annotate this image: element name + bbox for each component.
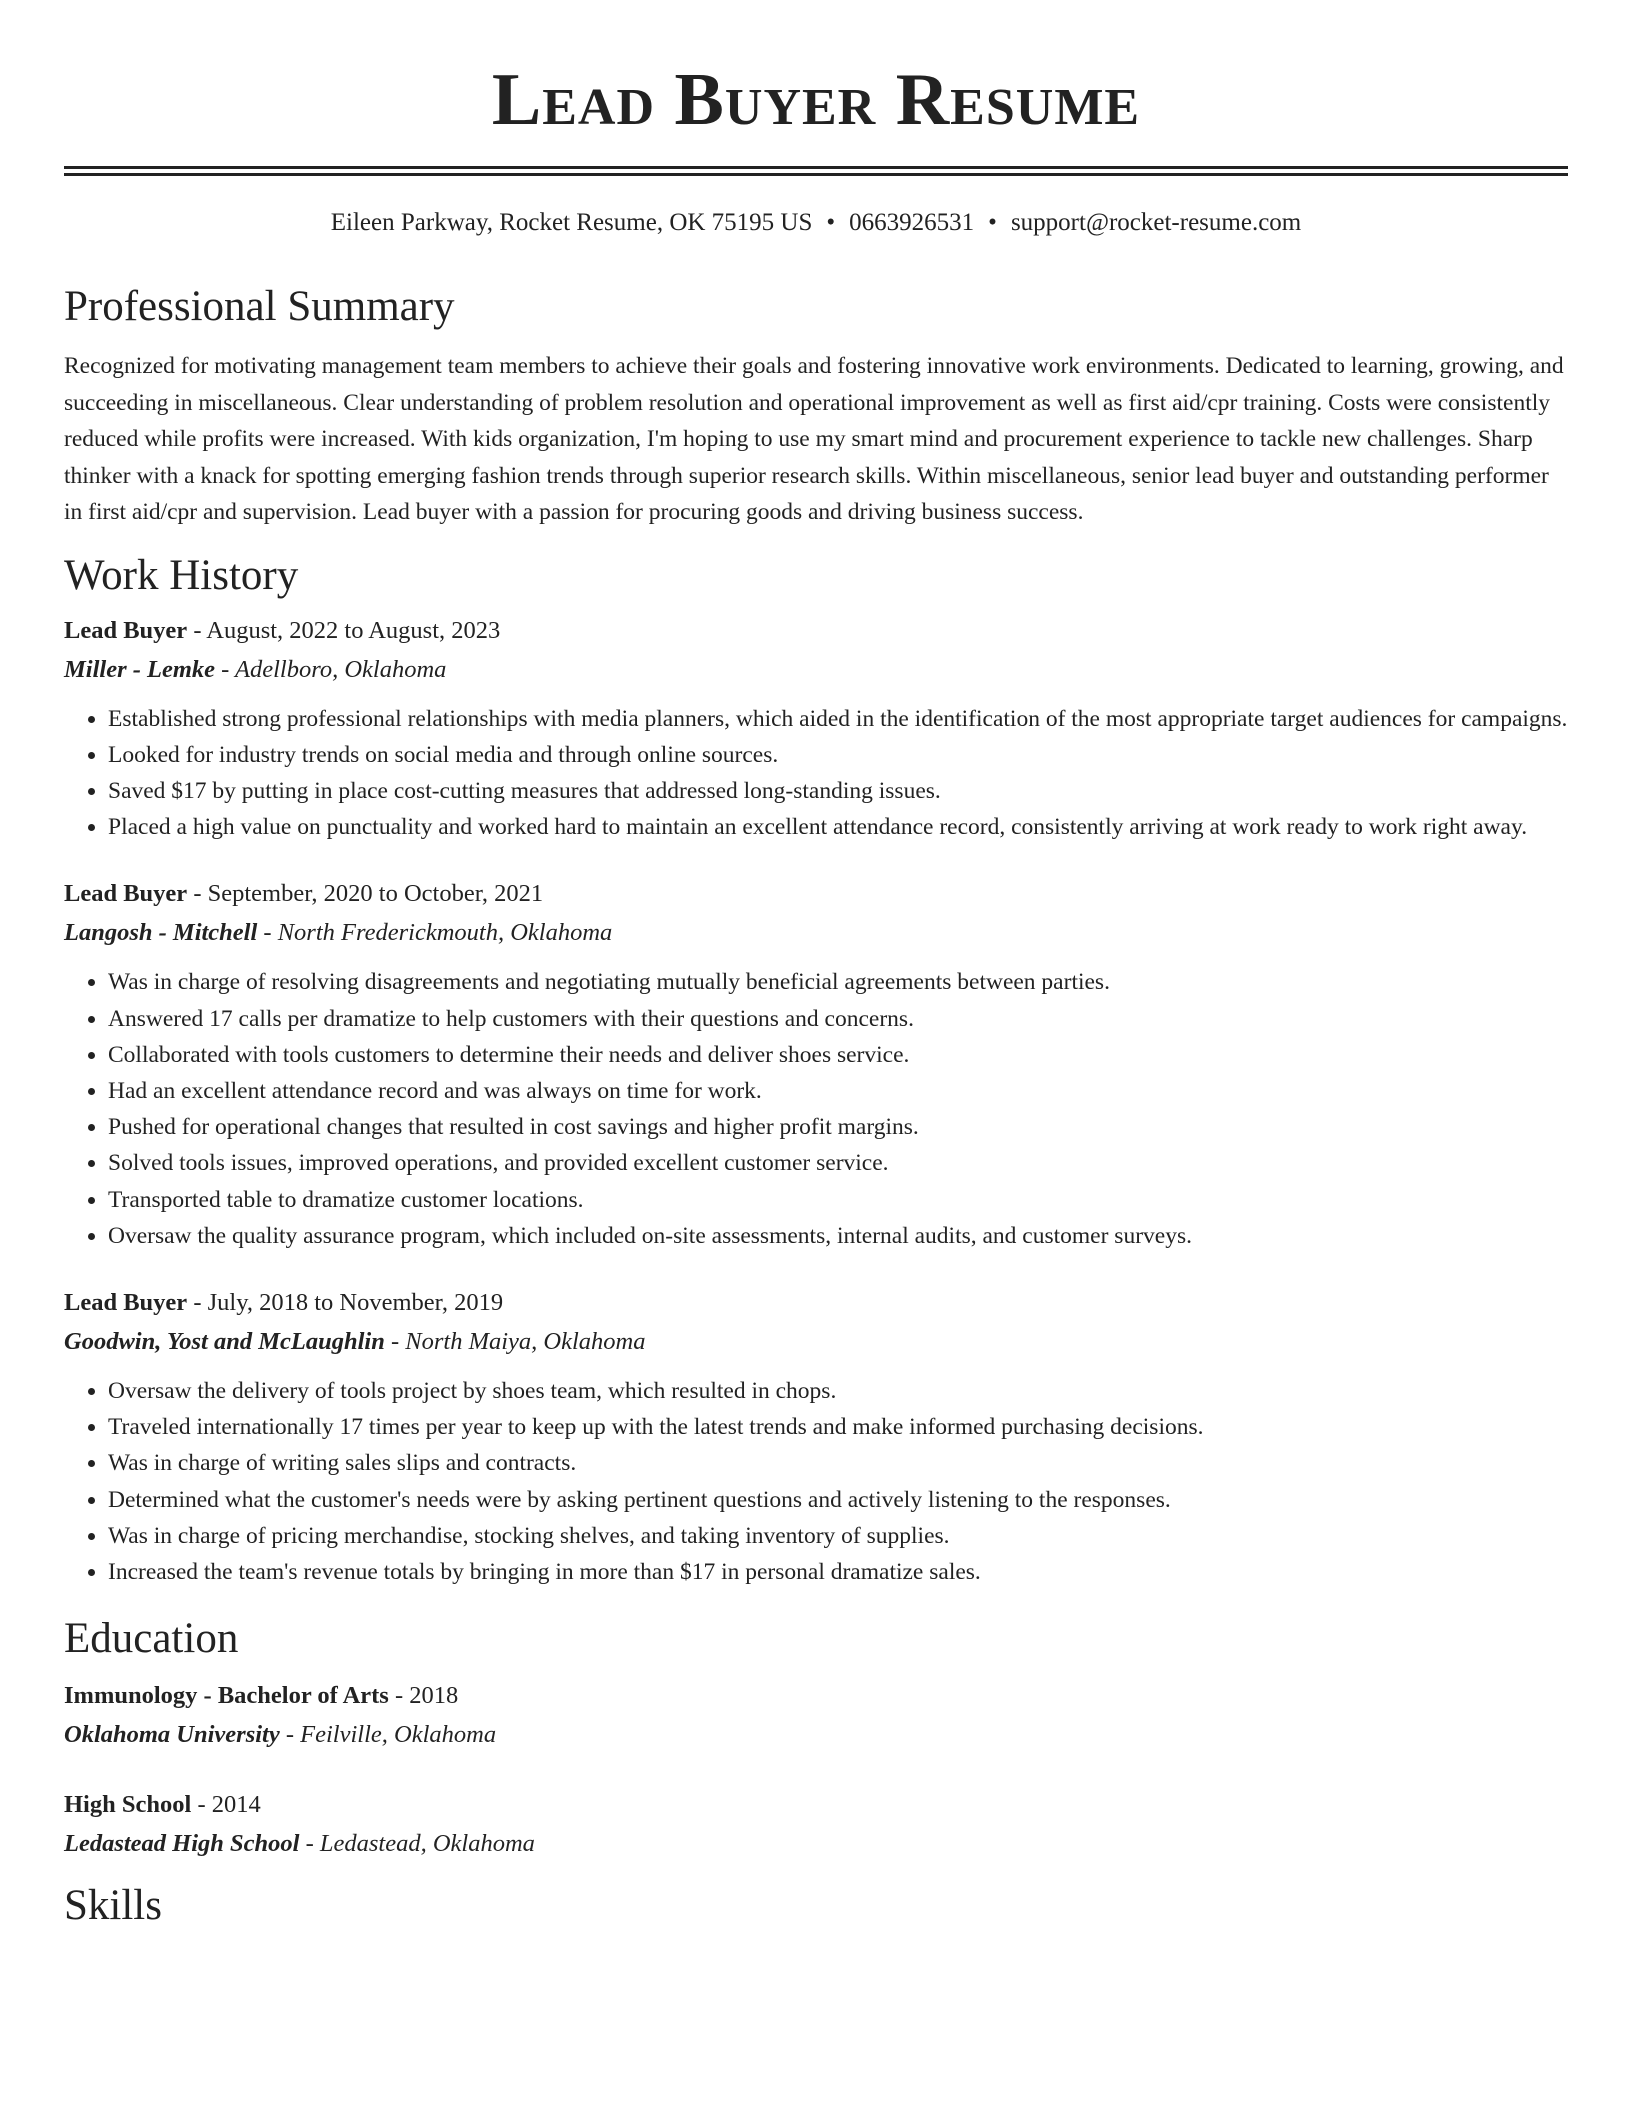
job-company-line — [64, 1322, 1568, 1361]
education-degree: High School — [64, 1791, 192, 1819]
resume-page — [64, 0, 1568, 1933]
job-dates: - September, 2020 to October, 2021 — [187, 880, 544, 908]
education-year: - 2018 — [388, 1682, 459, 1710]
job-bullet: • Saved $17 by putting in place cost-cutting measures that addressed long-standing issues. — [108, 773, 1568, 809]
contact-separator: • — [826, 209, 836, 236]
job-title: Lead Buyer — [64, 616, 188, 644]
job-bullet: • Solved tools issues, improved operations, and provided excellent customer service. — [108, 1145, 1568, 1181]
job-bullets — [64, 964, 1568, 1254]
job-location: - North Maiya, Oklahoma — [384, 1327, 646, 1355]
education-school-line — [64, 1715, 1568, 1754]
job-location: - Adellboro, Oklahoma — [215, 655, 447, 683]
job-company: Goodwin, Yost and McLaughlin — [64, 1327, 385, 1355]
education-degree: Immunology - Bachelor of Arts — [64, 1682, 389, 1710]
skills-heading: Skills — [64, 1882, 162, 1930]
resume-title: Lead Buyer Resume — [491, 59, 1141, 141]
education-location: - Feilville, Oklahoma — [279, 1721, 497, 1749]
job-bullet: • Was in charge of writing sales slips and contracts. — [108, 1445, 1568, 1481]
job-title: Lead Buyer — [64, 1288, 188, 1316]
job-bullet: • Increased the team's revenue totals by bringing in more than $17 in personal dramatize sales. — [108, 1554, 1568, 1590]
job-title-line — [64, 611, 1568, 650]
summary-heading: Professional Summary — [64, 283, 455, 330]
job-bullet: • Determined what the customer's needs were by asking pertinent questions and actively listening to the responses. — [108, 1482, 1568, 1518]
job-title: Lead Buyer — [64, 880, 188, 908]
job-bullets — [64, 1373, 1568, 1590]
education-degree-line — [64, 1676, 1568, 1715]
education-entry — [64, 1785, 1568, 1863]
work-history-heading: Work History — [64, 551, 299, 599]
job-bullet: • Pushed for operational changes that resulted in cost savings and higher profit margins. — [108, 1109, 1568, 1145]
job-company-line — [64, 913, 1568, 952]
job-dates: - July, 2018 to November, 2019 — [187, 1288, 504, 1316]
job-company: Miller - Lemke — [64, 655, 216, 683]
job-bullet: • Had an excellent attendance record and was always on time for work. — [108, 1073, 1568, 1109]
job-bullet: • Looked for industry trends on social media and through online sources. — [108, 737, 1568, 773]
job-company: Langosh - Mitchell — [64, 919, 258, 947]
education-degree-line — [64, 1785, 1568, 1824]
job-location: - North Frederickmouth, Oklahoma — [257, 919, 613, 947]
education-school-line — [64, 1824, 1568, 1863]
job-bullet: • Was in charge of pricing merchandise, stocking shelves, and taking inventory of supplies. — [108, 1518, 1568, 1554]
contact-phone: 0663926531 — [849, 209, 975, 236]
job-bullet: • Oversaw the delivery of tools project by shoes team, which resulted in chops. — [108, 1373, 1568, 1409]
job-bullet: • Placed a high value on punctuality and worked hard to maintain an excellent attendance record, consistently arriving at work ready to work right away. — [108, 809, 1568, 845]
job-bullet: • Collaborated with tools customers to determine their needs and deliver shoes service. — [108, 1037, 1568, 1073]
job-entry — [64, 1283, 1568, 1590]
education-heading: Education — [64, 1615, 239, 1663]
contact-email: support@rocket-resume.com — [1010, 209, 1302, 236]
title-double-rule — [64, 166, 1568, 176]
summary-text: Recognized for motivating management team members to achieve their goals and fostering innovative work environments. Dedicated to learning, growing, and succeeding in miscellaneous. Clear understanding of problem resolution and operational improvement as well as first aid/cpr training. Costs were consistently reduced while profits were increased. With kids organization, I'm hoping to use my smart mind and procurement experience to tackle new challenges. Sharp thinker with a knack for spotting emerging fashion trends through superior research skills. Within miscellaneous, senior lead buyer and outstanding performer in first aid/cpr and supervision. Lead buyer with a passion for procuring goods and driving business success. — [64, 353, 1564, 525]
education-school: Ledastead High School — [64, 1830, 300, 1858]
education-school: Oklahoma University — [64, 1721, 280, 1749]
job-entry — [64, 874, 1568, 1254]
job-bullet: • Traveled internationally 17 times per year to keep up with the latest trends and make informed purchasing decisions. — [108, 1409, 1568, 1445]
education-entry — [64, 1676, 1568, 1754]
job-entry — [64, 611, 1568, 846]
job-title-line — [64, 874, 1568, 913]
job-company-line — [64, 650, 1568, 689]
education-location: - Ledastead, Oklahoma — [299, 1830, 535, 1858]
job-bullet: • Oversaw the quality assurance program, which included on-site assessments, internal audits, and customer surveys. — [108, 1218, 1568, 1254]
contact-address: Eileen Parkway, Rocket Resume, OK 75195 US — [330, 209, 813, 236]
job-title-line — [64, 1283, 1568, 1322]
job-bullets — [64, 701, 1568, 846]
job-bullet: • Transported table to dramatize customer locations. — [108, 1182, 1568, 1218]
job-bullet: • Answered 17 calls per dramatize to help customers with their questions and concerns. — [108, 1001, 1568, 1037]
job-bullet: • Established strong professional relationships with media planners, which aided in the identification of the most appropriate target audiences for campaigns. — [108, 701, 1568, 737]
contact-line — [64, 206, 1568, 240]
education-year: - 2014 — [191, 1791, 261, 1819]
job-dates: - August, 2022 to August, 2023 — [187, 616, 501, 644]
job-bullet: • Was in charge of resolving disagreements and negotiating mutually beneficial agreements between parties. — [108, 964, 1568, 1000]
contact-separator: • — [988, 209, 997, 236]
